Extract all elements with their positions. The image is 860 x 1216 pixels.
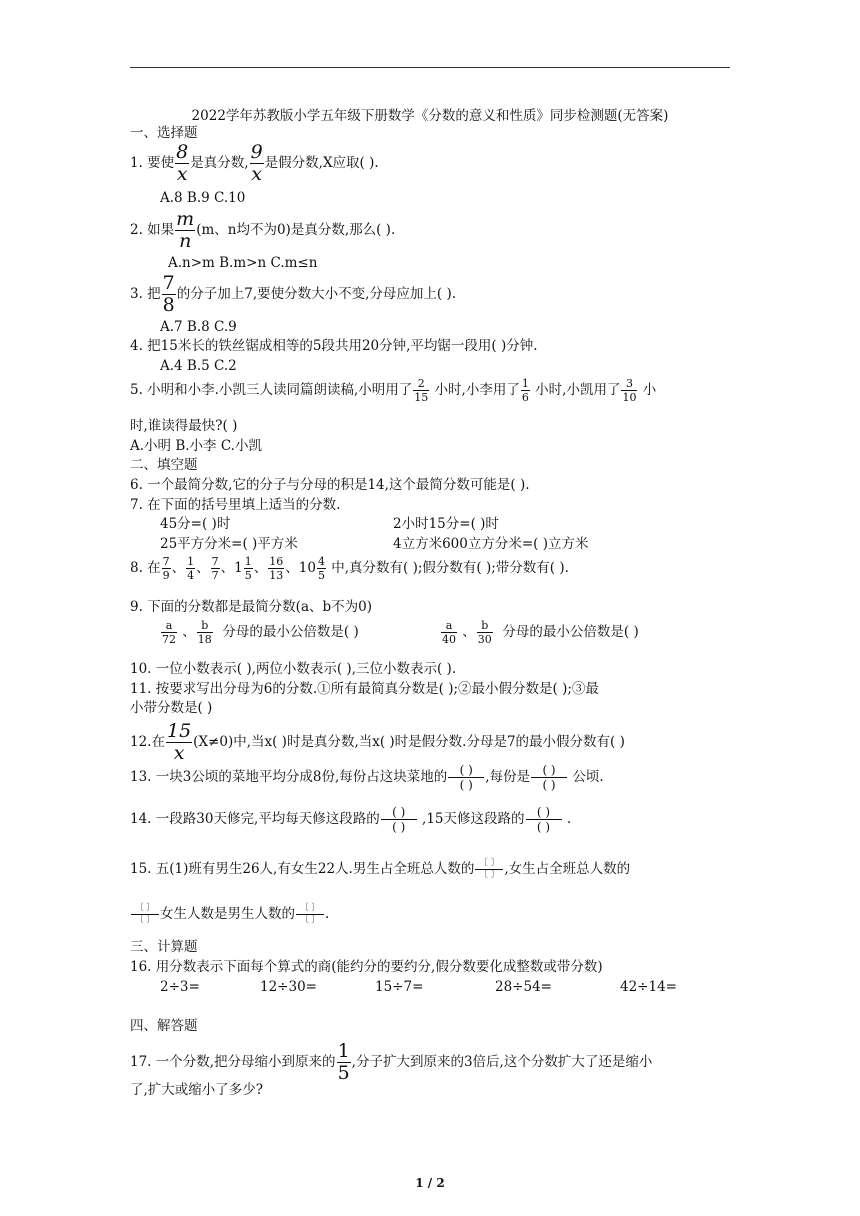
- fraction-2-over-15: $\frac{2}{15}$: [414, 377, 429, 404]
- mixed-number-10-4-5: 10 $\frac{4}{5}$: [298, 555, 325, 582]
- calc-item: 2÷3=: [160, 979, 200, 995]
- fraction-7-over-8: $\frac{7}{8}$: [162, 272, 175, 316]
- question-11-line-2: 小带分数是( ): [130, 700, 213, 716]
- question-17: 17. 一个分数,把分母缩小到原来的 $\frac{1}{5}$ ,分子扩大到原来的3倍后,这个分数扩大了还是缩小: [130, 1040, 653, 1084]
- question-5-options: A.小明 B.小李 C.小凯: [130, 438, 262, 454]
- fraction-1-over-6: $\frac{1}{6}$: [521, 377, 529, 404]
- question-9-parts-2: $\frac{a}{40}$ 、 $\frac{b}{30}$ 分母的最小公倍数是( ): [442, 619, 639, 646]
- question-7: 7. 在下面的括号里填上适当的分数.: [130, 497, 341, 513]
- question-15-line-2: 〔 〕 〔 〕 女生人数是男生人数的 〔 〕 〔 〕 .: [130, 904, 329, 925]
- question-3: 3. 把 $\frac{7}{8}$ 的分子加上7,要使分数大小不变,分母应加上( ).: [130, 272, 457, 316]
- question-8: 8. 在 $\frac{7}{9}$ 、 $\frac{1}{4}$ 、 $\frac{7}{7}$ 、1 $\frac{1}{5}$ 、 $\frac{16}{13}$ 、10 $\frac{4}{5}$ 中,真分数有( );假分数有( );带分数有( ).: [130, 555, 569, 582]
- calc-item: 15÷7=: [375, 979, 424, 995]
- question-9: 9. 下面的分数都是最简分数(a、b不为0): [130, 599, 372, 615]
- fraction-16-over-13: $\frac{16}{13}$: [269, 555, 284, 582]
- fraction-1-over-4: $\frac{1}{4}$: [187, 555, 195, 582]
- page-number: 1 / 2: [415, 1176, 445, 1190]
- blank-fraction[interactable]: 〔 〕 〔 〕: [296, 904, 324, 925]
- section-heading-solve: 四、解答题: [130, 1018, 198, 1034]
- fraction-m-over-n: $\frac{m}{n}$: [176, 208, 195, 252]
- question-17-line-2: 了,扩大或缩小了多少?: [130, 1082, 264, 1098]
- question-5: 5. 小明和小李.小凯三人读同篇朗读稿,小明用了 $\frac{2}{15}$ 小时,小李用了 $\frac{1}{6}$ 小时,小凯用了 $\frac{3}{10}$ 小: [130, 377, 657, 404]
- question-10: 10. 一位小数表示( ),两位小数表示( ),三位小数表示( ).: [130, 661, 457, 677]
- calc-item: 42÷14=: [620, 979, 677, 995]
- fraction-7-over-7: $\frac{7}{7}$: [211, 555, 219, 582]
- document-title: 2022学年苏教版小学五年级下册数学《分数的意义和性质》同步检测题(无答案): [191, 108, 669, 124]
- question-12: 12.在 $\frac{15}{x}$ (X≠0)中,当x( )时是真分数,当x( )时是假分数.分母是7的最小假分数有( ): [130, 720, 625, 764]
- calc-item: 28÷54=: [495, 979, 552, 995]
- question-14: 14. 一段路30天修完,平均每天修这段路的 ( ) ( ) ,15天修这段路的 ( ) ( ) .: [130, 805, 572, 834]
- question-7-a: 45分=( )时: [160, 516, 231, 532]
- fraction-a-over-72: $\frac{a}{72}$: [162, 619, 176, 646]
- fraction-7-over-9: $\frac{7}{9}$: [162, 555, 170, 582]
- blank-fraction[interactable]: ( ) ( ): [381, 806, 417, 833]
- fraction-b-over-30: $\frac{b}{30}$: [477, 619, 492, 646]
- fraction-3-over-10: $\frac{3}{10}$: [622, 377, 637, 404]
- question-4-options: A.4 B.5 C.2: [160, 358, 237, 374]
- question-7-c: 25平方分米=( )平方米: [160, 536, 298, 552]
- calc-item: 12÷30=: [260, 979, 317, 995]
- fraction-9-over-x: $\frac{9}{x}$: [250, 141, 263, 185]
- question-2-options: A.n>m B.m>n C.m≤n: [168, 255, 318, 271]
- blank-fraction[interactable]: 〔 〕 〔 〕: [475, 859, 503, 880]
- question-11: 11. 按要求写出分母为6的分数.①所有最简真分数是( );②最小假分数是( );③最: [130, 681, 599, 697]
- question-16: 16. 用分数表示下面每个算式的商(能约分的要约分,假分数要化成整数或带分数): [130, 959, 603, 975]
- question-3-options: A.7 B.8 C.9: [160, 319, 237, 335]
- section-heading-calc: 三、计算题: [130, 939, 198, 955]
- blank-fraction[interactable]: ( ) ( ): [526, 806, 562, 833]
- question-1: 1. 要使 $\frac{8}{x}$ 是真分数, $\frac{9}{x}$ 是假分数,X应取( ).: [130, 141, 379, 185]
- blank-fraction[interactable]: 〔 〕 〔 〕: [131, 904, 159, 925]
- question-6: 6. 一个最简分数,它的分子与分母的积是14,这个最简分数可能是( ).: [130, 477, 530, 493]
- question-5-line-2: 时,谁读得最快?( ): [130, 418, 238, 434]
- fraction-15-over-x: $\frac{15}{x}$: [166, 720, 192, 764]
- question-13: 13. 一块3公顷的菜地平均分成8份,每份占这块菜地的 ( ) ( ) ,每份是 ( ) ( ) 公顷.: [130, 763, 604, 792]
- question-1-options: A.8 B.9 C.10: [160, 190, 246, 206]
- question-7-d: 4立方米600立方分米=( )立方米: [393, 536, 589, 552]
- header-rule: [130, 67, 730, 68]
- section-heading-fill: 二、填空题: [130, 457, 198, 473]
- blank-fraction[interactable]: ( ) ( ): [448, 764, 484, 791]
- question-15: 15. 五(1)班有男生26人,有女生22人.男生占全班总人数的 〔 〕 〔 〕 ,女生占全班总人数的: [130, 858, 631, 880]
- question-7-b: 2小时15分=( )时: [393, 516, 499, 532]
- fraction-b-over-18: $\frac{b}{18}$: [197, 619, 212, 646]
- fraction-a-over-40: $\frac{a}{40}$: [442, 619, 456, 646]
- fraction-1-over-5: $\frac{1}{5}$: [337, 1040, 350, 1084]
- section-heading-choice: 一、选择题: [130, 125, 198, 141]
- question-9-parts: $\frac{a}{72}$ 、 $\frac{b}{18}$ 分母的最小公倍数是( ): [162, 619, 359, 646]
- blank-fraction[interactable]: ( ) ( ): [531, 764, 567, 791]
- fraction-8-over-x: $\frac{8}{x}$: [176, 141, 189, 185]
- question-2: 2. 如果 $\frac{m}{n}$ (m、n均不为0)是真分数,那么( ).: [130, 208, 396, 252]
- question-4: 4. 把15米长的铁丝锯成相等的5段共用20分钟,平均锯一段用( )分钟.: [130, 338, 538, 354]
- mixed-number-1-1-5: 1 $\frac{1}{5}$: [234, 555, 252, 582]
